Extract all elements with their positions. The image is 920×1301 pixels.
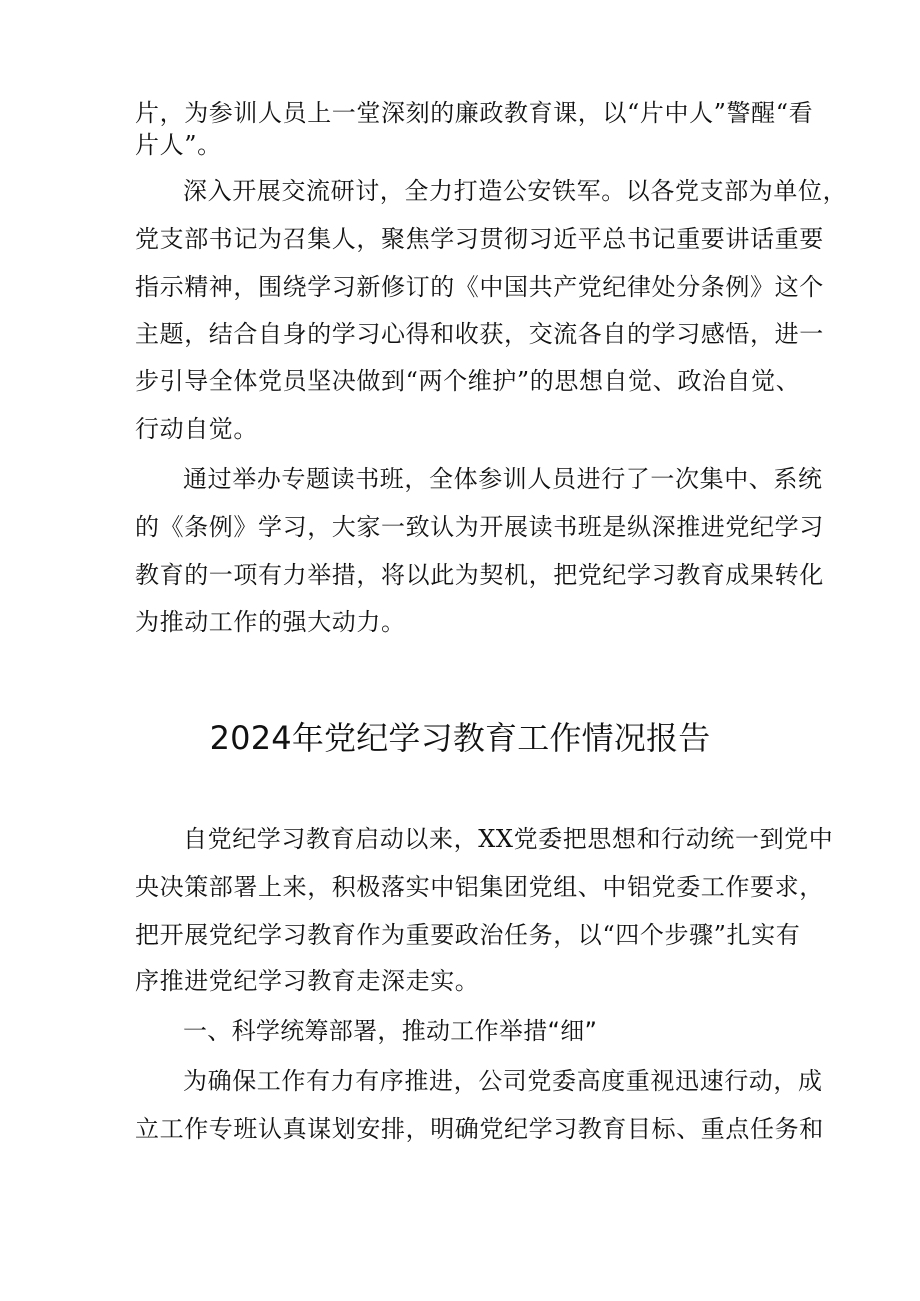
paragraph-line: 为确保工作有力有序推进，公司党委高度重视迅速行动，成 xyxy=(183,1067,823,1095)
paragraph-line: 立工作专班认真谋划安排，明确党纪学习教育目标、重点任务和 xyxy=(135,1115,824,1143)
paragraph-line: 步引导全体党员坚决做到“两个维护”的思想自觉、政治自觉、 xyxy=(135,367,801,395)
paragraph-line: 深入开展交流研讨，全力打造公安铁军。以各党支部为单位， xyxy=(183,177,848,205)
paragraph-line: 主题，结合自身的学习心得和收获，交流各自的学习感悟，进一 xyxy=(135,320,824,348)
paragraph-line: 通过举办专题读书班，全体参训人员进行了一次集中、系统 xyxy=(183,465,823,493)
paragraph-line: 行动自觉。 xyxy=(135,415,258,443)
paragraph-line: 央决策部署上来，积极落实中铝集团党组、中铝党委工作要求， xyxy=(135,873,824,901)
section-heading: 一、科学统筹部署，推动工作举措“细” xyxy=(183,1017,598,1045)
paragraph-line: 教育的一项有力举措，将以此为契机，把党纪学习教育成果转化 xyxy=(135,561,824,589)
paragraph-line: 片，为参训人员上一堂深刻的廉政教育课，以“片中人”警醒“看 xyxy=(135,99,814,127)
paragraph-line: 为推动工作的强大动力。 xyxy=(135,608,406,636)
paragraph-line: 党支部书记为召集人，聚焦学习贯彻习近平总书记重要讲话重要 xyxy=(135,225,824,253)
paragraph-line: 片人”。 xyxy=(135,131,222,159)
paragraph-line: 自党纪学习教育启动以来，XX党委把思想和行动统一到党中 xyxy=(183,825,834,853)
page-title: 2024年党纪学习教育工作情况报告 xyxy=(209,719,711,757)
paragraph-line: 把开展党纪学习教育作为重要政治任务，以“四个步骤”扎实有 xyxy=(135,921,801,949)
paragraph-line: 的《条例》学习，大家一致认为开展读书班是纵深推进党纪学习 xyxy=(135,513,824,541)
paragraph-line: 指示精神，围绕学习新修订的《中国共产党纪律处分条例》这个 xyxy=(135,273,824,301)
paragraph-line: 序推进党纪学习教育走深走实。 xyxy=(135,967,480,995)
